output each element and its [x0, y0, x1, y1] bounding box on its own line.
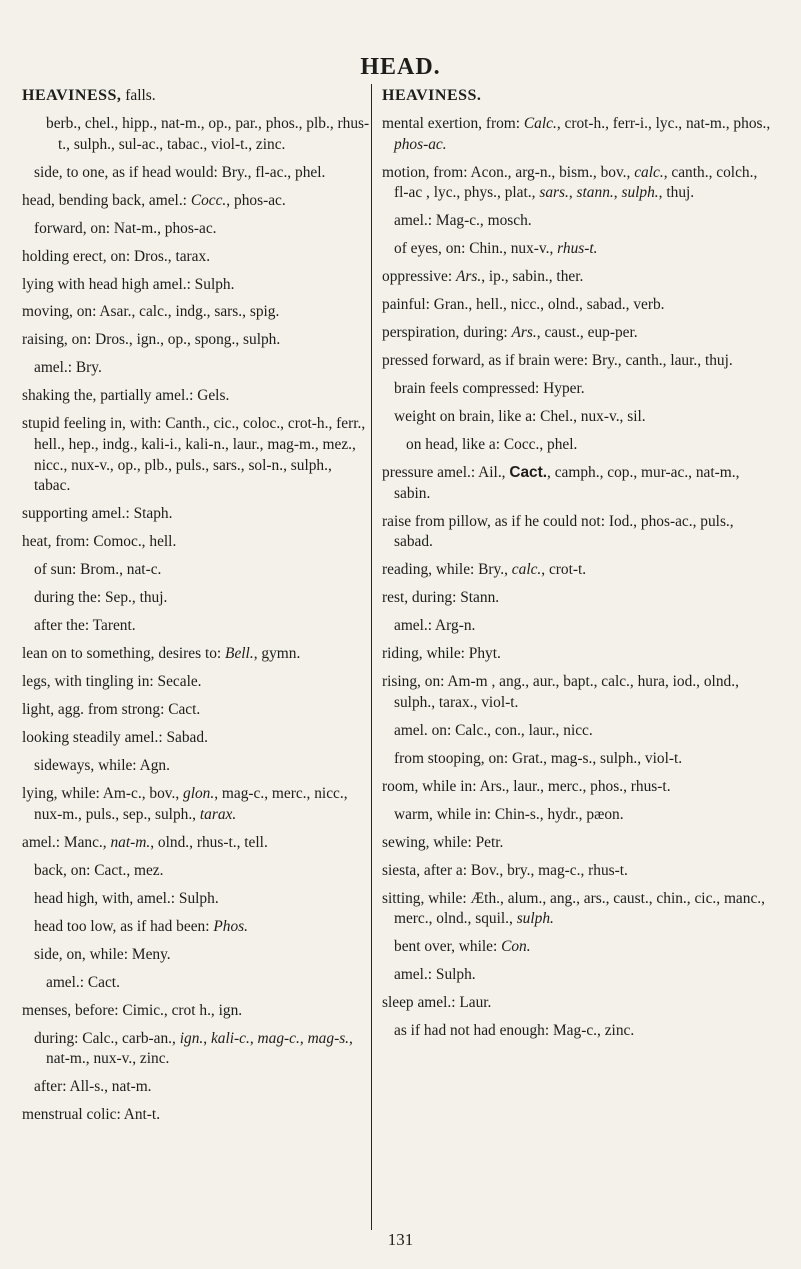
rubric-entry	[22, 247, 370, 268]
entry-text: sleep amel.: Laur.	[382, 994, 492, 1012]
left-column-title-suffix: falls.	[121, 87, 156, 104]
entry-text: amel.: Sulph.	[394, 966, 476, 984]
entry-text: oppressive:	[382, 268, 456, 286]
remedy-italic: Ars.	[511, 324, 537, 342]
rubric-entry	[382, 805, 774, 826]
rubric-entry	[22, 191, 370, 212]
rubric-entry	[382, 163, 774, 204]
rubric-entry	[382, 295, 774, 316]
remedy-italic: rhus-t.	[557, 240, 598, 258]
remedy-italic: sulph.	[621, 184, 659, 202]
rubric-entry	[22, 833, 370, 854]
remedy-italic: Cocc.	[190, 191, 227, 209]
remedy-italic: kali-c.	[210, 1029, 250, 1047]
rubric-entry	[22, 644, 370, 665]
entry-text: mental exertion, from:	[382, 114, 524, 132]
entry-text: of eyes, on: Chin., nux-v.,	[394, 240, 558, 258]
remedy-italic: tarax.	[199, 805, 237, 823]
remedy-italic: Con.	[501, 938, 531, 956]
rubric-entry	[22, 163, 370, 184]
entry-text: sideways, while: Agn.	[34, 757, 170, 775]
remedy-italic: glon.	[183, 785, 215, 803]
entry-text: reading, while: Bry.,	[382, 561, 512, 579]
entry-text: sewing, while: Petr.	[382, 833, 504, 851]
entry-text: perspiration, during:	[382, 324, 512, 342]
entry-text: moving, on: Asar., calc., indg., sars., spig.	[22, 303, 280, 321]
remedy-italic: mag-c.	[257, 1029, 300, 1047]
entry-text: berb., chel., hipp., nat-m., op., par., phos., plb., rhus-t., sulph., sul-ac., tabac., viol-t., zinc.	[46, 114, 370, 153]
rubric-entry	[22, 275, 370, 296]
rubric-entry	[382, 672, 774, 713]
entry-text: amel.: Bry.	[34, 359, 102, 377]
entry-text: , mag-c., merc., nicc., nux-m., puls., sep., sulph.,	[34, 785, 348, 823]
rubric-entry	[22, 588, 370, 609]
entry-text: after the: Tarent.	[34, 617, 136, 635]
remedy-italic: Calc.	[523, 114, 557, 132]
entry-text: pressed forward, as if brain were: Bry., canth., laur., thuj.	[382, 352, 733, 370]
entry-text: raise from pillow, as if he could not: Iod., phos-ac., puls., sabad.	[382, 512, 734, 551]
entry-text: lying with head high amel.: Sulph.	[22, 275, 235, 293]
remedy-italic: Ars.	[455, 268, 482, 286]
rubric-entry	[382, 463, 774, 504]
rubric-entry	[382, 512, 774, 553]
entry-text: menstrual colic: Ant-t.	[22, 1106, 161, 1124]
rubric-entry	[382, 379, 774, 400]
entry-text: amel.: Mag-c., mosch.	[394, 212, 532, 230]
right-column-title: HEAVINESS.	[382, 87, 482, 104]
remedy-italic: calc.	[511, 561, 542, 579]
entry-text: ,	[249, 1029, 258, 1047]
entry-text: amel.: Cact.	[46, 973, 120, 991]
rubric-entry	[382, 1021, 774, 1042]
entry-text: as if had not had enough: Mag-c., zinc.	[394, 1022, 635, 1040]
entry-text: heat, from: Comoc., hell.	[22, 533, 177, 551]
entry-text: forward, on: Nat-m., phos-ac.	[34, 219, 217, 237]
entry-text: supporting amel.: Staph.	[22, 505, 173, 523]
rubric-entry	[382, 114, 774, 155]
entry-text: , olnd., rhus-t., tell.	[150, 833, 268, 851]
rubric-entry	[22, 386, 370, 407]
rubric-entry	[382, 267, 774, 288]
entry-text: legs, with tingling in: Secale.	[22, 673, 202, 691]
entry-text: of sun: Brom., nat-c.	[34, 561, 162, 579]
entry-text: lean on to something, desires to:	[22, 645, 226, 663]
rubric-entry	[382, 351, 774, 372]
rubric-entry	[22, 114, 370, 155]
rubric-entry	[22, 330, 370, 351]
remedy-italic: ign.	[179, 1029, 204, 1047]
entry-text: , thuj.	[658, 184, 695, 202]
entry-text: amel.: Arg-n.	[394, 617, 476, 635]
entry-text: ,	[568, 184, 577, 202]
entry-text: from stooping, on: Grat., mag-s., sulph., viol-t.	[394, 749, 683, 767]
rubric-entry	[382, 833, 774, 854]
entry-text: amel.: Manc.,	[22, 833, 111, 851]
entry-text: painful: Gran., hell., nicc., olnd., sabad., verb.	[382, 296, 665, 314]
entry-text: room, while in: Ars., laur., merc., phos., rhus-t.	[382, 777, 671, 795]
rubric-entry	[22, 728, 370, 749]
entry-text: head high, with, amel.: Sulph.	[34, 889, 219, 907]
entry-text: holding erect, on: Dros., tarax.	[22, 247, 211, 265]
remedy-italic: Phos.	[213, 917, 248, 935]
rubric-entry	[382, 937, 774, 958]
page-number: 131	[387, 1230, 414, 1249]
entry-text: ,	[299, 1029, 308, 1047]
rubric-entry	[382, 588, 774, 609]
rubric-entry	[22, 358, 370, 379]
rubric-entry	[382, 993, 774, 1014]
rubric-entry	[22, 889, 370, 910]
entry-text: amel. on: Calc., con., laur., nicc.	[394, 721, 593, 739]
rubric-entry	[382, 749, 774, 770]
rubric-entry	[22, 1105, 370, 1126]
rubric-entry	[382, 435, 774, 456]
entry-text: , caust., eup-per.	[536, 324, 638, 342]
entry-text: , camph., cop., mur-ac., nat-m., sabin.	[394, 464, 740, 502]
entry-text: bent over, while:	[394, 938, 502, 956]
rubric-entry	[22, 414, 370, 496]
remedy-italic: sars.	[539, 184, 569, 202]
entry-text: back, on: Cact., mez.	[34, 861, 164, 879]
remedy-italic: calc.	[634, 163, 664, 181]
entry-text: , nat-m., nux-v., zinc.	[46, 1029, 353, 1068]
rubric-entry	[22, 945, 370, 966]
rubric-entry	[22, 784, 370, 825]
rubric-entry	[382, 644, 774, 665]
entry-text: during the: Sep., thuj.	[34, 589, 168, 607]
entry-text: rising, on: Am-m , ang., aur., bapt., calc., hura, iod., olnd., sulph., tarax., viol-t.	[382, 673, 739, 711]
right-column-heading	[382, 86, 774, 107]
rubric-entry	[22, 672, 370, 693]
rubric-entry	[22, 1029, 370, 1070]
entry-text: raising, on: Dros., ign., op., spong., sulph.	[22, 331, 281, 349]
rubric-entry	[22, 302, 370, 323]
entry-text: ,	[203, 1029, 211, 1047]
remedy-italic: nat-m.	[110, 833, 151, 851]
remedy-italic: Bell.	[225, 645, 254, 663]
rubric-entry	[22, 756, 370, 777]
entry-text: riding, while: Phyt.	[382, 645, 501, 663]
entry-text: , crot-h., ferr-i., lyc., nat-m., phos.,	[556, 114, 771, 132]
entry-text: head, bending back, amel.:	[22, 191, 191, 209]
rubric-entry	[382, 323, 774, 344]
entry-text: , gymn.	[253, 645, 301, 663]
rubric-entry	[382, 407, 774, 428]
rubric-entry	[22, 1077, 370, 1098]
rubric-entry	[382, 721, 774, 742]
remedy-italic: sulph.	[516, 910, 554, 928]
remedy-italic: stann.	[576, 184, 614, 202]
rubric-entry	[22, 700, 370, 721]
entry-text: looking steadily amel.: Sabad.	[22, 729, 208, 747]
entry-text: head too low, as if had been:	[34, 917, 214, 935]
rubric-entry	[382, 777, 774, 798]
entry-text: during: Calc., carb-an.,	[34, 1029, 180, 1047]
entry-text: , ip., sabin., ther.	[481, 268, 584, 286]
left-column-title: HEAVINESS,	[22, 87, 122, 104]
entry-text: , crot-t.	[541, 561, 587, 579]
rubric-entry	[382, 616, 774, 637]
rubric-entry	[382, 211, 774, 232]
entry-text: motion, from: Acon., arg-n., bism., bov.,	[382, 163, 635, 181]
page-header: HEAD.	[360, 54, 441, 80]
rubric-entry	[22, 973, 370, 994]
left-column-heading	[22, 86, 370, 107]
entry-text: warm, while in: Chin-s., hydr., pæon.	[394, 805, 624, 823]
left-column	[22, 86, 370, 1133]
rubric-entry	[382, 239, 774, 260]
right-column	[382, 86, 774, 1049]
rubric-entry	[22, 504, 370, 525]
rubric-entry	[22, 861, 370, 882]
rubric-entry	[382, 965, 774, 986]
entry-text: rest, during: Stann.	[382, 589, 500, 607]
rubric-entry	[22, 1001, 370, 1022]
remedy-italic: phos-ac.	[394, 135, 447, 153]
entry-text: sitting, while: Æth., alum., ang., ars., caust., chin., cic., manc., merc., olnd., squil.,	[382, 889, 765, 928]
entry-text: on head, like a: Cocc., phel.	[406, 436, 578, 454]
entry-text: , canth., colch., fl-ac , lyc., phys., plat.,	[394, 163, 758, 202]
entry-text: light, agg. from strong: Cact.	[22, 701, 201, 719]
right-entries	[382, 114, 774, 1042]
entry-text: shaking the, partially amel.: Gels.	[22, 387, 230, 405]
rubric-entry	[22, 219, 370, 240]
left-entries	[22, 114, 370, 1126]
entry-text: side, to one, as if head would: Bry., fl-ac., phel.	[34, 163, 326, 181]
rubric-entry	[382, 560, 774, 581]
remedy-bold: Cact.	[509, 464, 548, 481]
entry-text: brain feels compressed: Hyper.	[394, 380, 585, 398]
entry-text: weight on brain, like a: Chel., nux-v., sil.	[394, 408, 646, 426]
column-divider	[371, 84, 372, 1230]
entry-text: siesta, after a: Bov., bry., mag-c., rhus-t.	[382, 861, 628, 879]
entry-text: stupid feeling in, with: Canth., cic., coloc., crot-h., ferr., hell., hep., indg., kali-i., kali-n., laur., mag-m., mez., nicc., nux-v., op., plb., puls., sars., sol-n., sulph., tabac.	[22, 415, 366, 495]
entry-text: after: All-s., nat-m.	[34, 1078, 152, 1096]
entry-text: side, on, while: Meny.	[34, 945, 171, 963]
rubric-entry	[22, 560, 370, 581]
entry-text: lying, while: Am-c., bov.,	[22, 785, 184, 803]
rubric-entry	[22, 917, 370, 938]
remedy-italic: mag-s.	[307, 1029, 350, 1047]
entry-text: menses, before: Cimic., crot h., ign.	[22, 1001, 243, 1019]
rubric-entry	[22, 616, 370, 637]
rubric-entry	[382, 889, 774, 930]
entry-text: , phos-ac.	[226, 191, 286, 209]
entry-text: ,	[613, 184, 622, 202]
rubric-entry	[22, 532, 370, 553]
entry-text: pressure amel.: Ail.,	[382, 464, 510, 481]
rubric-entry	[382, 861, 774, 882]
